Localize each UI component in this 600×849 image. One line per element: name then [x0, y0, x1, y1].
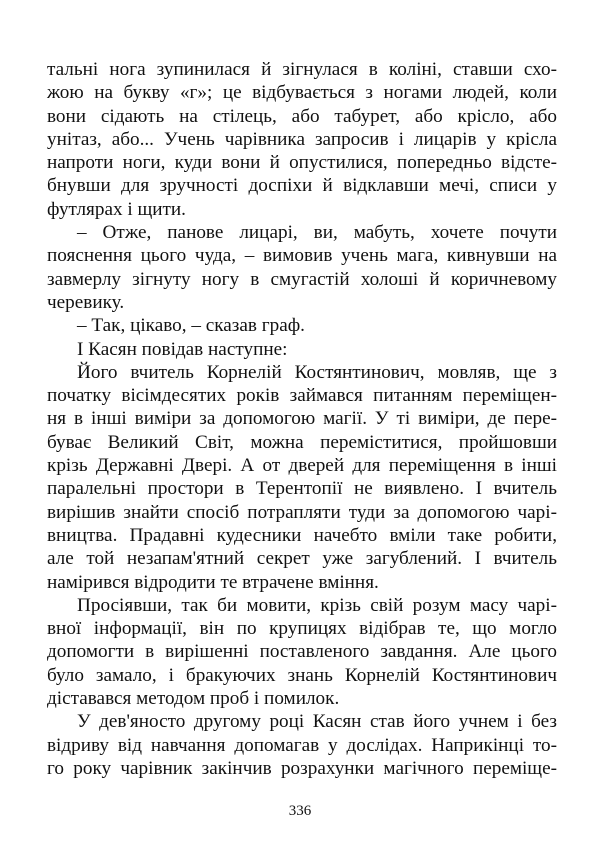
text-line: завмерлу зігнуту ногу в смугастій холоші й коричневому	[47, 268, 557, 290]
text-line: напроти ноги, куди вони й опустилися, попередньо відсте-	[47, 152, 557, 174]
text-line: діставався методом проб і помилок.	[47, 688, 340, 710]
paragraph-6	[47, 594, 557, 710]
text-line: тальні нога зупинилася й зігнулася в коліні, ставши схо-	[47, 59, 557, 80]
text-line: початку вісімдесятих років займався питанням переміщен-	[47, 385, 557, 407]
text-line: Просіявши, так би мовити, крізь свій розум масу чарі-	[77, 594, 557, 616]
text-line: але той незапам'ятний секрет уже загублений. І вчитель	[47, 548, 557, 570]
page-body-text	[47, 58, 557, 780]
text-line: І Касян повідав наступне:	[77, 338, 288, 360]
text-line: черевику.	[47, 291, 125, 313]
text-line: унітаз, або... Учень чарівника запросив і лицарів у крісла	[47, 128, 557, 150]
text-line: паралельні простори в Терентопії не виявлено. І вчитель	[47, 478, 557, 500]
text-line: ня в інші виміри за допомогою магії. У ті виміри, де пере-	[47, 408, 557, 430]
text-line: намірився відродити те втрачене вміння.	[47, 571, 379, 593]
text-line: Його вчитель Корнелій Костянтинович, мовляв, ще з	[77, 361, 557, 383]
text-line: футлярах і щити.	[47, 198, 186, 220]
text-line: У дев'яносто другому році Касян став його учнем і без	[77, 711, 557, 733]
text-line: допомогти в вирішенні поставленого завдання. Але цього	[47, 641, 557, 663]
paragraph-2-dialogue	[47, 221, 557, 314]
text-line: було замало, і бракуючих знань Корнелій Костянтинович	[47, 664, 557, 686]
text-line: пояснення цього чуда, – вимовив учень мага, кивнувши на	[47, 245, 557, 267]
text-line: буває Великий Світ, можна переміститися, пройшовши	[47, 431, 557, 453]
paragraph-3-dialogue	[47, 314, 557, 337]
paragraph-4	[47, 338, 557, 361]
text-line: жою на букву «г»; це відбувається з ногами людей, коли	[47, 82, 557, 104]
text-line: відриву від навчання допомагав у дослідах. Наприкінці то-	[47, 734, 557, 756]
text-line: крізь Державні Двері. А от дверей для переміщення в інші	[47, 455, 557, 477]
text-line: вирішив знайти спосіб потрапляти туди за допомогою чарі-	[47, 501, 557, 523]
page-number: 336	[288, 803, 312, 819]
text-line: го року чарівник закінчив розрахунки магічного переміще-	[47, 757, 557, 779]
paragraph-7	[47, 710, 557, 780]
paragraph-5	[47, 361, 557, 594]
paragraph-1	[47, 58, 557, 221]
text-line: вони сідають на стілець, або табурет, або крісло, або	[47, 105, 557, 127]
text-line: – Отже, панове лицарі, ви, мабуть, хочете почути	[77, 222, 557, 244]
text-line: бнувши для зручності доспіхи й відклавши мечі, списи у	[47, 175, 557, 197]
text-line: – Так, цікаво, – сказав граф.	[77, 315, 305, 337]
text-line: вної інформації, він по крупицях відібрав те, що могло	[47, 618, 557, 640]
text-line: вництва. Прадавні кудесники начебто вміли таке робити,	[47, 524, 557, 546]
